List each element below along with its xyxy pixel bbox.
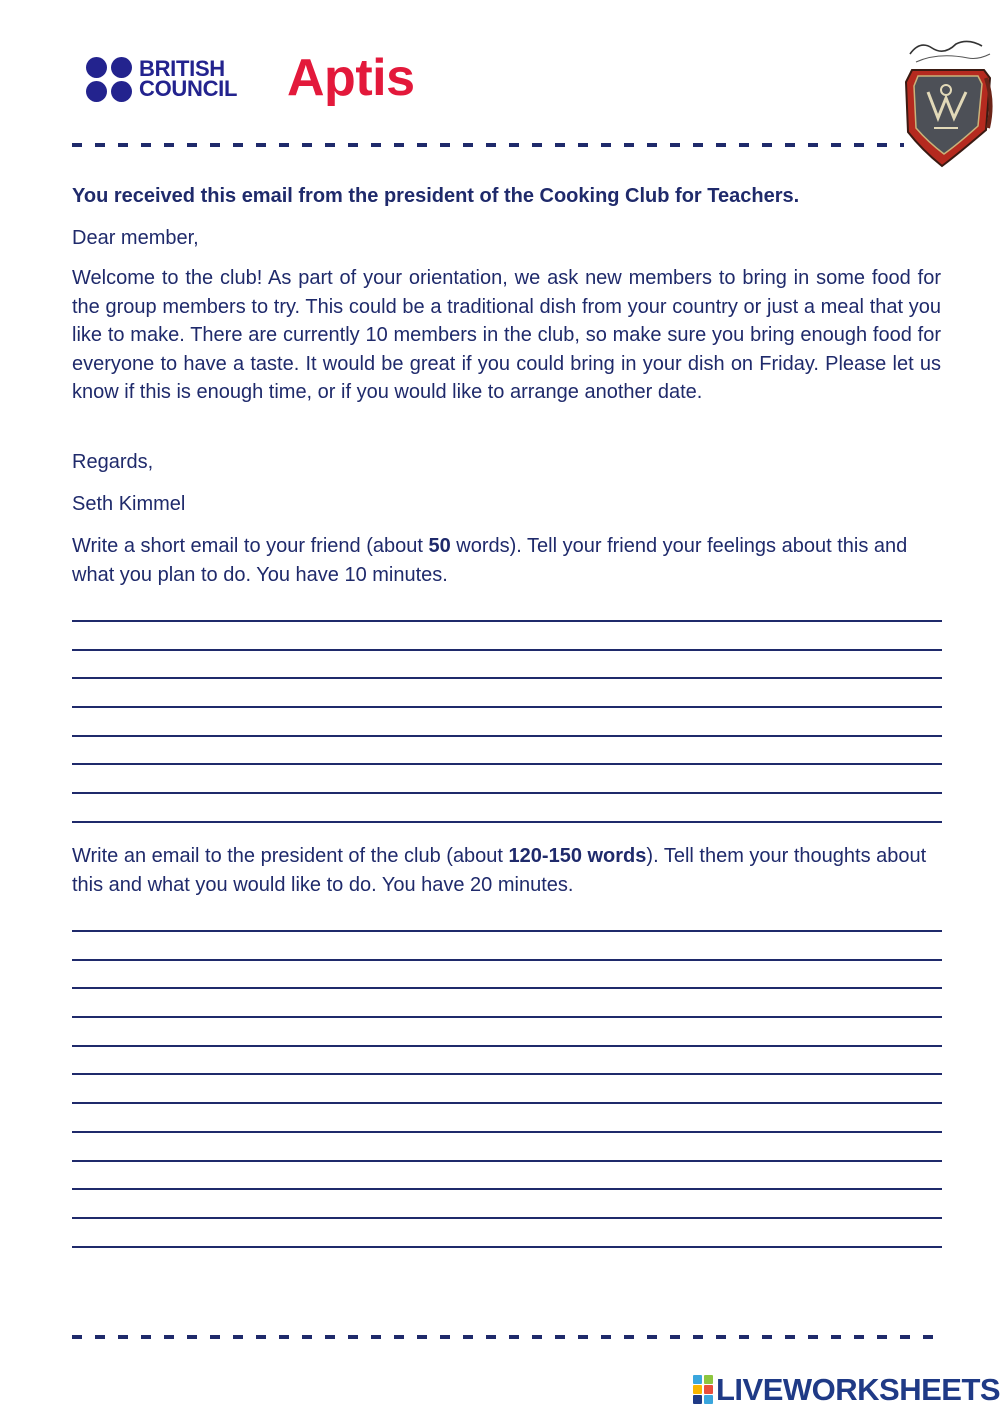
british-council-dots-icon: [86, 57, 132, 101]
header-divider: [72, 143, 904, 147]
answer-line[interactable]: [72, 959, 942, 961]
email-body: Welcome to the club! As part of your orientation, we ask new members to bring in some food for the group members to try. This could be a traditional dish from your country or just a meal that you like to make. There are currently 10 members in the club, so make sure you bring enough food for everyone to have a taste. It would be great if you could bring in your dish on Friday. Please let us know if this is enough time, or if you would like to arrange another date.: [72, 267, 941, 403]
answer-line[interactable]: [72, 1073, 942, 1075]
answer-line[interactable]: [72, 1045, 942, 1047]
answer-line[interactable]: [72, 1102, 942, 1104]
aptis-logo: Aptis: [287, 49, 415, 107]
email-closing: Regards,: [72, 451, 154, 473]
email-intro: You received this email from the president of the Cooking Club for Teachers.: [72, 185, 800, 207]
answer-line[interactable]: [72, 620, 942, 622]
email-signer: Seth Kimmel: [72, 493, 186, 515]
answer-line[interactable]: [72, 930, 942, 932]
answer-line[interactable]: [72, 1160, 942, 1162]
footer-divider: [72, 1335, 938, 1339]
british-council-wordmark: [139, 56, 238, 101]
liveworksheets-wordmark: LIVEWORKSHEETS: [716, 1372, 1000, 1407]
british-council-logo: [86, 57, 237, 101]
task2-text-before: Write an email to the president of the club (about: [72, 845, 509, 867]
answer-line[interactable]: [72, 792, 942, 794]
answer-line[interactable]: [72, 735, 942, 737]
answer-line[interactable]: [72, 1016, 942, 1018]
task1-answer-lines[interactable]: [72, 620, 942, 850]
british-council-line1: BRITISH: [139, 56, 225, 81]
answer-line[interactable]: [72, 987, 942, 989]
answer-line[interactable]: [72, 1188, 942, 1190]
montfort-crest-icon: [898, 32, 998, 172]
answer-line[interactable]: [72, 1131, 942, 1133]
email-greeting: Dear member,: [72, 227, 199, 249]
answer-line[interactable]: [72, 1246, 942, 1248]
task1-word-count: 50: [428, 535, 451, 557]
liveworksheets-badge-icon: [693, 1375, 713, 1405]
task2-answer-lines[interactable]: [72, 930, 942, 1274]
answer-line[interactable]: [72, 706, 942, 708]
answer-line[interactable]: [72, 1217, 942, 1219]
task2-instruction: [72, 842, 932, 899]
task2-text-after: ). Tell them your thoughts about this and what you would like to do. You have 20 minutes.: [72, 845, 927, 896]
task1-text-before: Write a short email to your friend (about: [72, 535, 429, 557]
answer-line[interactable]: [72, 763, 942, 765]
task2-word-count: 120-150 words: [508, 845, 647, 867]
task1-instruction: [72, 532, 932, 589]
answer-line[interactable]: [72, 649, 942, 651]
answer-line[interactable]: [72, 677, 942, 679]
task1-text-after: words). Tell your friend your feelings about this and what you plan to do. You have 10 minutes.: [72, 535, 908, 586]
answer-line[interactable]: [72, 821, 942, 823]
liveworksheets-logo: [693, 1372, 1000, 1408]
british-council-line2: COUNCIL: [139, 76, 238, 101]
